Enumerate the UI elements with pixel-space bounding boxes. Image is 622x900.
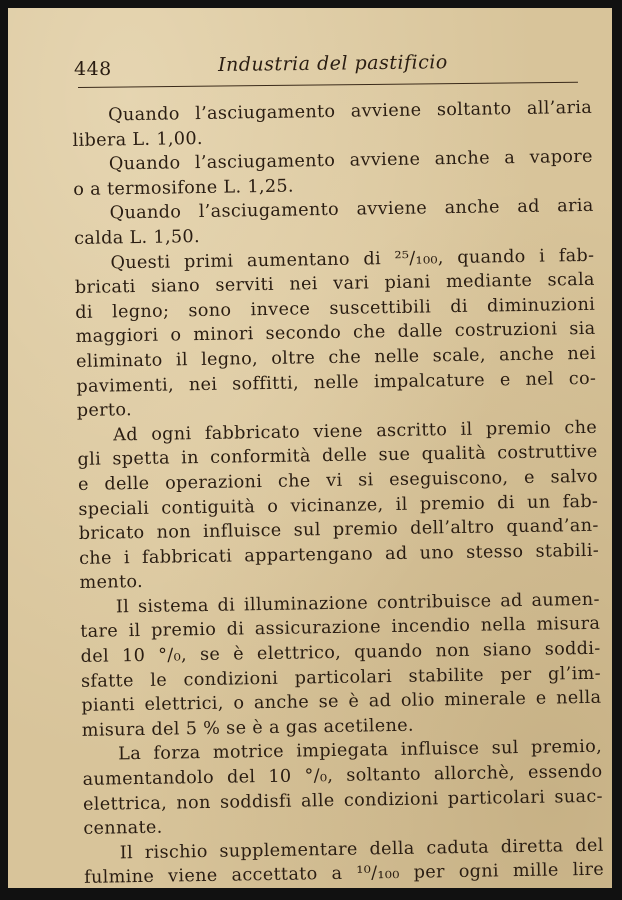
text-line: Quando l’asciugamento avviene anche ad aria xyxy=(109,196,594,224)
text-line: eliminato il legno, oltre che nelle scale, anche nei xyxy=(75,343,597,372)
running-title: Industria del pastificio xyxy=(217,51,448,76)
text-line: Il sistema di illuminazione contribuisce ad aumen- xyxy=(115,589,600,618)
text-line: misura del 5 % se è a gas acetilene. xyxy=(81,715,415,741)
text-line: pianti elettrici, o anche se è ad olio minerale e nella xyxy=(81,688,602,717)
text-line: bricati siano serviti nei vari piani mediante scala xyxy=(74,269,595,299)
text-line: Questi primi aumentano di ²⁵/₁₀₀, quando i fab- xyxy=(110,245,595,273)
text-line: fulmine viene accettato a ¹⁰/₁₀₀ per ogni mille lire xyxy=(84,860,605,888)
body-text xyxy=(72,96,604,888)
text-line: speciali contiguità o vicinanze, il premio di un fab- xyxy=(78,491,599,520)
text-line: o a termosifone L. 1,25. xyxy=(73,176,295,200)
text-line: cennate. xyxy=(83,817,163,840)
text-line: Quando l’asciugamento avviene soltanto all’aria xyxy=(108,97,593,126)
text-line: perto. xyxy=(76,400,133,422)
text-line: Il rischio supplementare della caduta diretta del xyxy=(119,835,604,864)
text-line: Ad ogni fabbricato viene ascritto il premio che xyxy=(113,417,598,446)
text-line: elettrica, non soddisfi alle condizioni particolari suac- xyxy=(82,786,604,815)
text-line: sfatte le condizioni particolari stabilite per gl’im- xyxy=(80,663,602,692)
text-line: che i fabbricati appartengano ad uno stesso stabili- xyxy=(78,540,600,569)
text-line: bricato non influisce sul premio dell’altro quand’an- xyxy=(78,515,599,545)
text-line: calda L. 1,50. xyxy=(73,226,201,249)
text-line: gli spetta in conformità delle sue qualità costruttive xyxy=(77,442,598,471)
book-page xyxy=(8,8,612,888)
text-line: tare il premio di assicurazione incendio nella misura xyxy=(80,614,601,643)
text-line: maggiori o minori secondo che dalle costruzioni sia xyxy=(75,319,596,348)
text-line: La forza motrice impiegata influisce sul premio, xyxy=(118,737,603,765)
page-header xyxy=(8,51,612,84)
text-line: aumentandolo del 10 °/₀, soltanto allorchè, essendo xyxy=(82,761,603,790)
text-line: Quando l’asciugamento avviene anche a vapore xyxy=(108,147,593,175)
text-line: libera L. 1,00. xyxy=(72,128,204,151)
text-line: del 10 °/₀, se è elettrico, quando non siano soddi- xyxy=(80,638,601,667)
text-line: di legno; sono invece suscettibili di diminuzioni xyxy=(75,294,596,323)
text-line: e delle operazioni che vi si eseguiscono, e salvo xyxy=(77,466,599,495)
page-number: 448 xyxy=(74,58,112,80)
text-line: mento. xyxy=(79,572,144,594)
text-line: pavimenti, nei soffitti, nelle impalcature e nel co- xyxy=(76,368,597,397)
